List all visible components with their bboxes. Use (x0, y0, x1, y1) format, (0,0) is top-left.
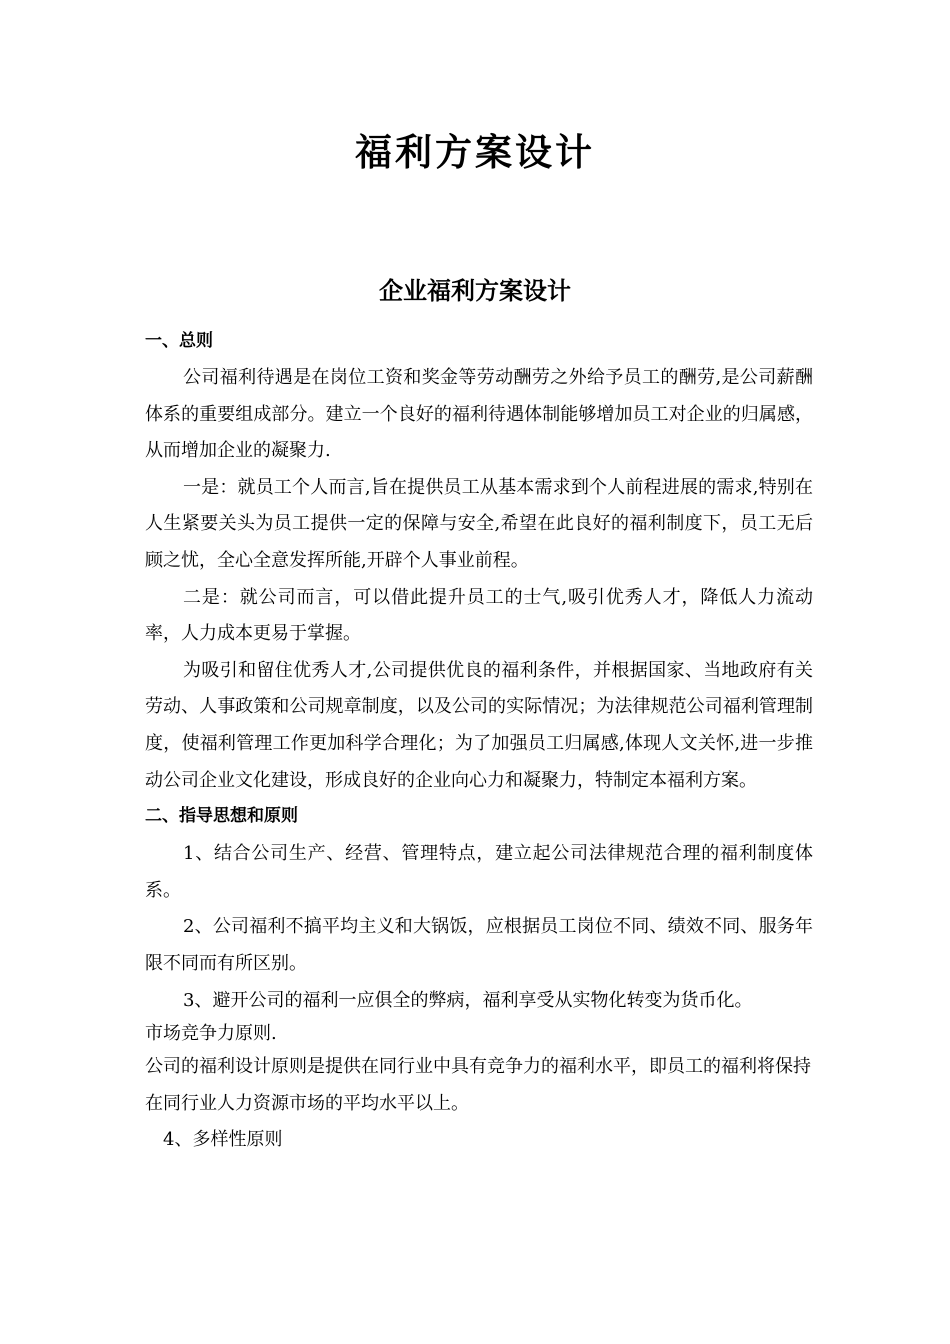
paragraph: 为吸引和留住优秀人才,公司提供优良的福利条件，并根据国家、当地政府有关劳动、人事政策和公司规章制度，以及公司的实际情况；为法律规范公司福利管理制度，使福利管理工作更加科学合理化；为了加强员工归属感,体现人文关怀,进一步推动公司企业文化建设，形成良好的企业向心力和凝聚力，特制定本福利方案。 (145, 659, 813, 791)
document-body (145, 324, 813, 1159)
document-subtitle: 企业福利方案设计 (379, 277, 571, 305)
section-heading-general: 一、总则 (145, 331, 213, 351)
principle-name: 市场竞争力原则. (145, 1023, 277, 1045)
paragraph: 二是：就公司而言，可以借此提升员工的士气,吸引优秀人才，降低人力流动率，人力成本更易于掌握。 (145, 586, 813, 645)
list-item: 4、多样性原则 (163, 1129, 283, 1151)
document-title: 福利方案设计 (355, 130, 595, 174)
paragraph: 一是：就员工个人而言,旨在提供员工从基本需求到个人前程进展的需求,特别在人生紧要关头为员工提供一定的保障与安全,希望在此良好的福利制度下，员工无后顾之忧，全心全意发挥所能,开辟个人事业前程。 (145, 476, 813, 571)
principle-description: 公司的福利设计原则是提供在同行业中具有竞争力的福利水平，即员工的福利将保持在同行业人力资源市场的平均水平以上。 (145, 1056, 811, 1114)
list-item: 1、结合公司生产、经营、管理特点，建立起公司法律规范合理的福利制度体系。 (145, 843, 813, 901)
list-item: 2、公司福利不搞平均主义和大锅饭，应根据员工岗位不同、绩效不同、服务年限不同而有所区别。 (145, 916, 813, 974)
section-heading-principles: 二、指导思想和原则 (145, 806, 298, 827)
list-item: 3、避开公司的福利一应俱全的弊病，福利享受从实物化转变为货币化。 (183, 989, 753, 1011)
paragraph: 公司福利待遇是在岗位工资和奖金等劳动酬劳之外给予员工的酬劳,是公司薪酬体系的重要组成部分。建立一个良好的福利待遇体制能够增加员工对企业的归属感，从而增加企业的凝聚力. (145, 367, 813, 462)
